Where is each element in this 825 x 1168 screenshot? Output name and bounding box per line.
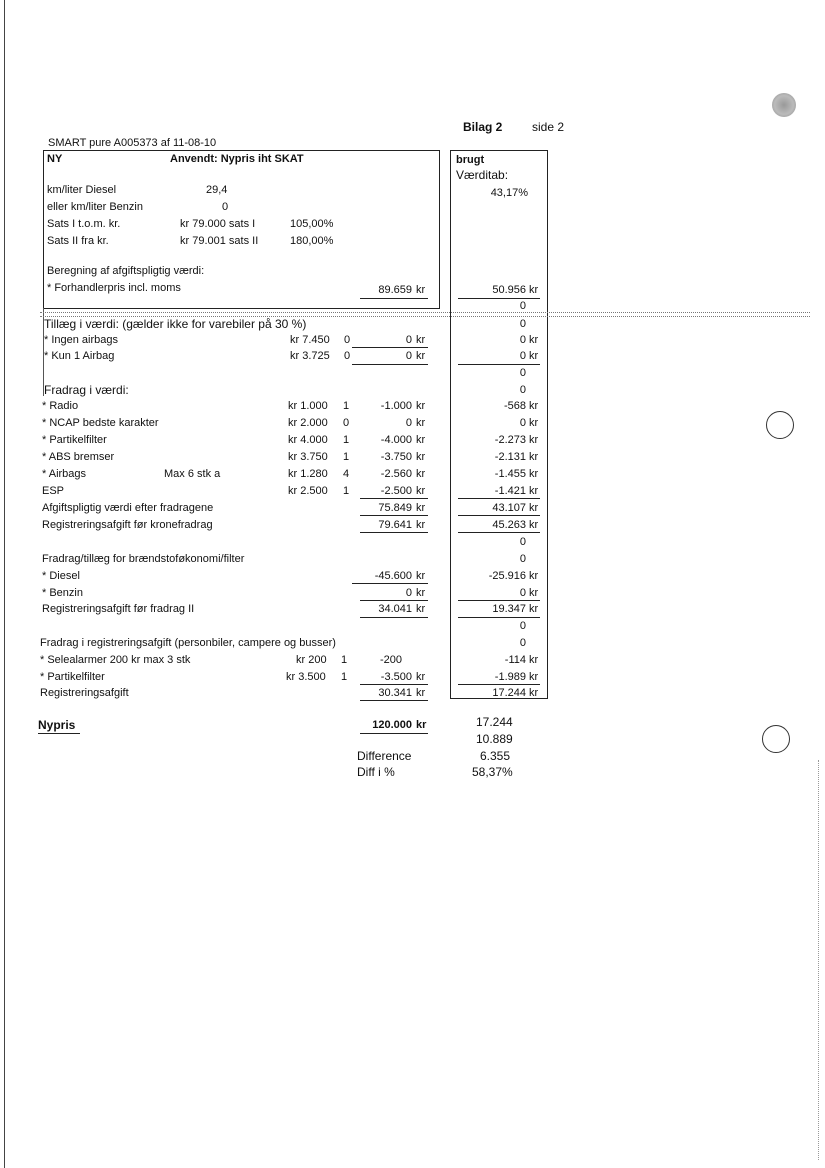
fradrag-row-qty: 1 xyxy=(343,485,350,497)
fradrag-reg-row-qty: 1 xyxy=(341,671,348,683)
fradrag-row-ny: -3.750 xyxy=(380,451,412,463)
underline xyxy=(360,515,428,516)
forhandler-ny: 89.659 xyxy=(378,284,412,296)
nypris-label: Nypris xyxy=(38,718,76,732)
underline xyxy=(352,364,428,365)
fradrag-row-brugt: -2.131 xyxy=(494,451,526,463)
underline xyxy=(458,684,540,685)
param-amount: kr 79.001 sats II xyxy=(180,235,259,247)
document-title: SMART pure A005373 af 11-08-10 xyxy=(48,137,217,149)
unit-label: kr xyxy=(416,603,426,615)
fradrag-row-rate: kr 3.750 xyxy=(288,451,328,463)
fradrag-row-rate: kr 2.000 xyxy=(288,417,328,429)
afgiftspligtig-ny: 75.849 xyxy=(378,502,412,514)
unit-label: kr xyxy=(416,570,426,582)
fradrag-row-ny: -1.000 xyxy=(380,400,412,412)
param-label: Sats II fra kr. xyxy=(47,235,109,247)
underline xyxy=(458,498,540,499)
fradrag-row-brugt: -568 xyxy=(503,400,526,412)
fradrag-row-rate: kr 1.000 xyxy=(288,400,328,412)
anvendt-label: Anvendt: Nypris iht SKAT xyxy=(170,153,304,165)
unit-label: kr xyxy=(529,417,539,429)
brugt-zero: 0 xyxy=(519,300,526,312)
underline xyxy=(360,684,428,685)
unit-label: kr xyxy=(529,687,539,699)
braendstof-row-brugt: 0 xyxy=(519,587,526,599)
tillaeg-row-rate: kr 7.450 xyxy=(290,334,330,346)
fradrag-row-ny: -4.000 xyxy=(380,434,412,446)
underline xyxy=(458,617,540,618)
fradrag-brugt: 0 xyxy=(519,384,526,396)
unit-label: kr xyxy=(529,654,539,666)
underline xyxy=(38,733,80,734)
braendstof-row-label: * Benzin xyxy=(42,587,83,599)
difference-value: 6.355 xyxy=(480,749,511,763)
param-label: Sats I t.o.m. kr. xyxy=(47,218,121,230)
regafgift2-label: Registreringsafgift før fradrag II xyxy=(42,603,195,615)
tillaeg-row-brugt: 0 xyxy=(519,350,526,362)
fradrag-reg-row-ny: -3.500 xyxy=(380,671,412,683)
fradrag-row-ny: 0 xyxy=(405,417,412,429)
fradrag-row-label: * ABS bremser xyxy=(42,451,115,463)
fradrag-sub-zero: 0 xyxy=(519,536,526,548)
fradrag-row-note: Max 6 stk a xyxy=(164,468,221,480)
underline xyxy=(458,364,540,365)
unit-label: kr xyxy=(416,434,426,446)
forhandler-label: * Forhandlerpris incl. moms xyxy=(47,282,181,294)
underline xyxy=(360,532,428,533)
punch-hole xyxy=(766,411,794,439)
afgiftspligtig-brugt: 43.107 xyxy=(492,502,526,514)
fradrag-row-brugt: -2.273 xyxy=(494,434,526,446)
tillaeg-row-label: * Kun 1 Airbag xyxy=(44,350,115,362)
forhandler-brugt: 50.956 xyxy=(492,284,526,296)
footer-value-2: 10.889 xyxy=(476,732,513,746)
fradrag-row-rate: kr 1.280 xyxy=(288,468,328,480)
regafgift-brugt: 45.263 xyxy=(492,519,526,531)
unit-label: kr xyxy=(416,468,426,480)
unit-label: kr xyxy=(416,417,426,429)
underline xyxy=(458,532,540,533)
unit-label: kr xyxy=(529,603,539,615)
fradrag-row-rate: kr 2.500 xyxy=(288,485,328,497)
fradrag-reg-row-label: * Partikelfilter xyxy=(40,671,105,683)
braendstof-sub-zero: 0 xyxy=(519,620,526,632)
regafgift-final-label: Registreringsafgift xyxy=(40,687,129,699)
fradrag-reg-row-label: * Selealarmer 200 kr max 3 stk xyxy=(40,654,191,666)
fradrag-heading: Fradrag i værdi: xyxy=(44,383,129,397)
unit-label: kr xyxy=(416,719,427,731)
regafgift2-ny: 34.041 xyxy=(378,603,412,615)
unit-label: kr xyxy=(529,334,539,346)
section-divider xyxy=(40,312,810,313)
tillaeg-row-ny: 0 xyxy=(405,350,412,362)
fradrag-reg-brugt: 0 xyxy=(519,637,526,649)
fradrag-row-brugt: -1.421 xyxy=(494,485,526,497)
difference-label: Difference xyxy=(357,749,412,763)
unit-label: kr xyxy=(416,334,426,346)
unit-label: kr xyxy=(529,451,539,463)
ny-label: NY xyxy=(47,153,63,165)
underline xyxy=(458,515,540,516)
underline xyxy=(458,600,540,601)
fradrag-reg-row-ny: -200 xyxy=(379,654,402,666)
fradrag-row-rate: kr 4.000 xyxy=(288,434,328,446)
fradrag-reg-row-qty: 1 xyxy=(341,654,348,666)
side-label: side 2 xyxy=(532,120,565,134)
fradrag-row-brugt: 0 xyxy=(519,417,526,429)
brugt-label: brugt xyxy=(456,154,485,166)
double-underline xyxy=(360,700,428,701)
punch-hole xyxy=(762,725,790,753)
underline xyxy=(352,347,428,348)
fradrag-row-label: * Partikelfilter xyxy=(42,434,107,446)
unit-label: kr xyxy=(529,284,539,296)
unit-label: kr xyxy=(529,400,539,412)
unit-label: kr xyxy=(529,519,539,531)
tillaeg-brugt: 0 xyxy=(519,318,526,330)
tillaeg-row-rate: kr 3.725 xyxy=(290,350,330,362)
fradrag-row-ny: -2.560 xyxy=(380,468,412,480)
param-value: 29,4 xyxy=(206,184,228,196)
unit-label: kr xyxy=(529,485,539,497)
fradrag-row-ny: -2.500 xyxy=(380,485,412,497)
fradrag-reg-row-brugt: -114 xyxy=(504,654,526,666)
param-label: km/liter Diesel xyxy=(47,184,117,196)
regafgift-label: Registreringsafgift før kronefradrag xyxy=(42,519,213,531)
fradrag-reg-row-rate: kr 200 xyxy=(296,654,327,666)
diff-pct-value: 58,37% xyxy=(472,765,513,779)
tillaeg-sub-zero: 0 xyxy=(519,367,526,379)
tillaeg-row-brugt: 0 xyxy=(519,334,526,346)
regafgift-ny: 79.641 xyxy=(378,519,412,531)
regafgift2-brugt: 19.347 xyxy=(492,603,526,615)
diff-pct-label: Diff i % xyxy=(357,765,395,779)
unit-label: kr xyxy=(529,587,539,599)
nypris-value: 120.000 xyxy=(372,719,412,731)
braendstof-brugt: 0 xyxy=(519,553,526,565)
braendstof-row-brugt: -25.916 xyxy=(488,570,526,582)
unit-label: kr xyxy=(416,350,426,362)
param-pct: 180,00% xyxy=(290,235,334,247)
unit-label: kr xyxy=(416,519,426,531)
unit-label: kr xyxy=(416,400,426,412)
fradrag-row-qty: 1 xyxy=(343,434,350,446)
footer-value-1: 17.244 xyxy=(476,715,513,729)
fradrag-reg-row-rate: kr 3.500 xyxy=(286,671,326,683)
fradrag-row-brugt: -1.455 xyxy=(494,468,526,480)
underline xyxy=(458,298,540,299)
vaerditab-value: 43,17% xyxy=(490,187,528,199)
unit-label: kr xyxy=(529,570,539,582)
underline xyxy=(360,298,428,299)
unit-label: kr xyxy=(529,502,539,514)
fradrag-reg-heading: Fradrag i registreringsafgift (personbiler, campere og busser) xyxy=(40,637,336,649)
unit-label: kr xyxy=(416,284,426,296)
bilag-label: Bilag 2 xyxy=(463,120,503,134)
fradrag-row-qty: 4 xyxy=(343,468,350,480)
tillaeg-row-qty: 0 xyxy=(344,350,351,362)
underline xyxy=(360,733,428,734)
braendstof-heading: Fradrag/tillæg for brændstoføkonomi/filter xyxy=(42,553,245,565)
unit-label: kr xyxy=(529,671,539,683)
fradrag-row-qty: 1 xyxy=(343,451,350,463)
underline xyxy=(360,617,428,618)
vaerditab-label: Værditab: xyxy=(456,168,509,182)
unit-label: kr xyxy=(416,485,426,497)
fradrag-row-qty: 1 xyxy=(343,400,350,412)
braendstof-row-label: * Diesel xyxy=(42,570,80,582)
fradrag-reg-row-brugt: -1.989 xyxy=(494,671,526,683)
scan-edge-line xyxy=(818,760,819,1160)
unit-label: kr xyxy=(416,687,426,699)
unit-label: kr xyxy=(416,451,426,463)
fradrag-row-label: * NCAP bedste karakter xyxy=(42,417,159,429)
punch-hole xyxy=(772,93,796,117)
braendstof-row-ny: 0 xyxy=(405,587,412,599)
beregning-heading: Beregning af afgiftspligtig værdi: xyxy=(47,265,205,277)
underline xyxy=(352,583,428,584)
underline xyxy=(360,498,428,499)
regafgift-final-brugt: 17.244 xyxy=(492,687,526,699)
afgiftspligtig-label: Afgiftspligtig værdi efter fradragene xyxy=(42,502,214,514)
tillaeg-row-ny: 0 xyxy=(405,334,412,346)
param-pct: 105,00% xyxy=(290,218,334,230)
unit-label: kr xyxy=(416,671,426,683)
tillaeg-row-qty: 0 xyxy=(344,334,351,346)
param-amount: kr 79.000 sats I xyxy=(180,218,256,230)
scan-edge-line xyxy=(4,0,5,1168)
fradrag-row-qty: 0 xyxy=(343,417,350,429)
unit-label: kr xyxy=(416,502,426,514)
fradrag-row-label: * Airbags xyxy=(42,468,87,480)
regafgift-final-ny: 30.341 xyxy=(378,687,412,699)
unit-label: kr xyxy=(529,350,539,362)
unit-label: kr xyxy=(529,468,539,480)
tillaeg-heading: Tillæg i værdi: (gælder ikke for varebiler på 30 %) xyxy=(44,317,307,331)
braendstof-row-ny: -45.600 xyxy=(374,570,412,582)
unit-label: kr xyxy=(529,434,539,446)
param-label: eller km/liter Benzin xyxy=(47,201,143,213)
param-value: 0 xyxy=(222,201,229,213)
tillaeg-row-label: * Ingen airbags xyxy=(44,334,118,346)
underline xyxy=(360,600,428,601)
fradrag-row-label: * Radio xyxy=(42,400,79,412)
fradrag-row-label: ESP xyxy=(42,485,65,497)
unit-label: kr xyxy=(416,587,426,599)
